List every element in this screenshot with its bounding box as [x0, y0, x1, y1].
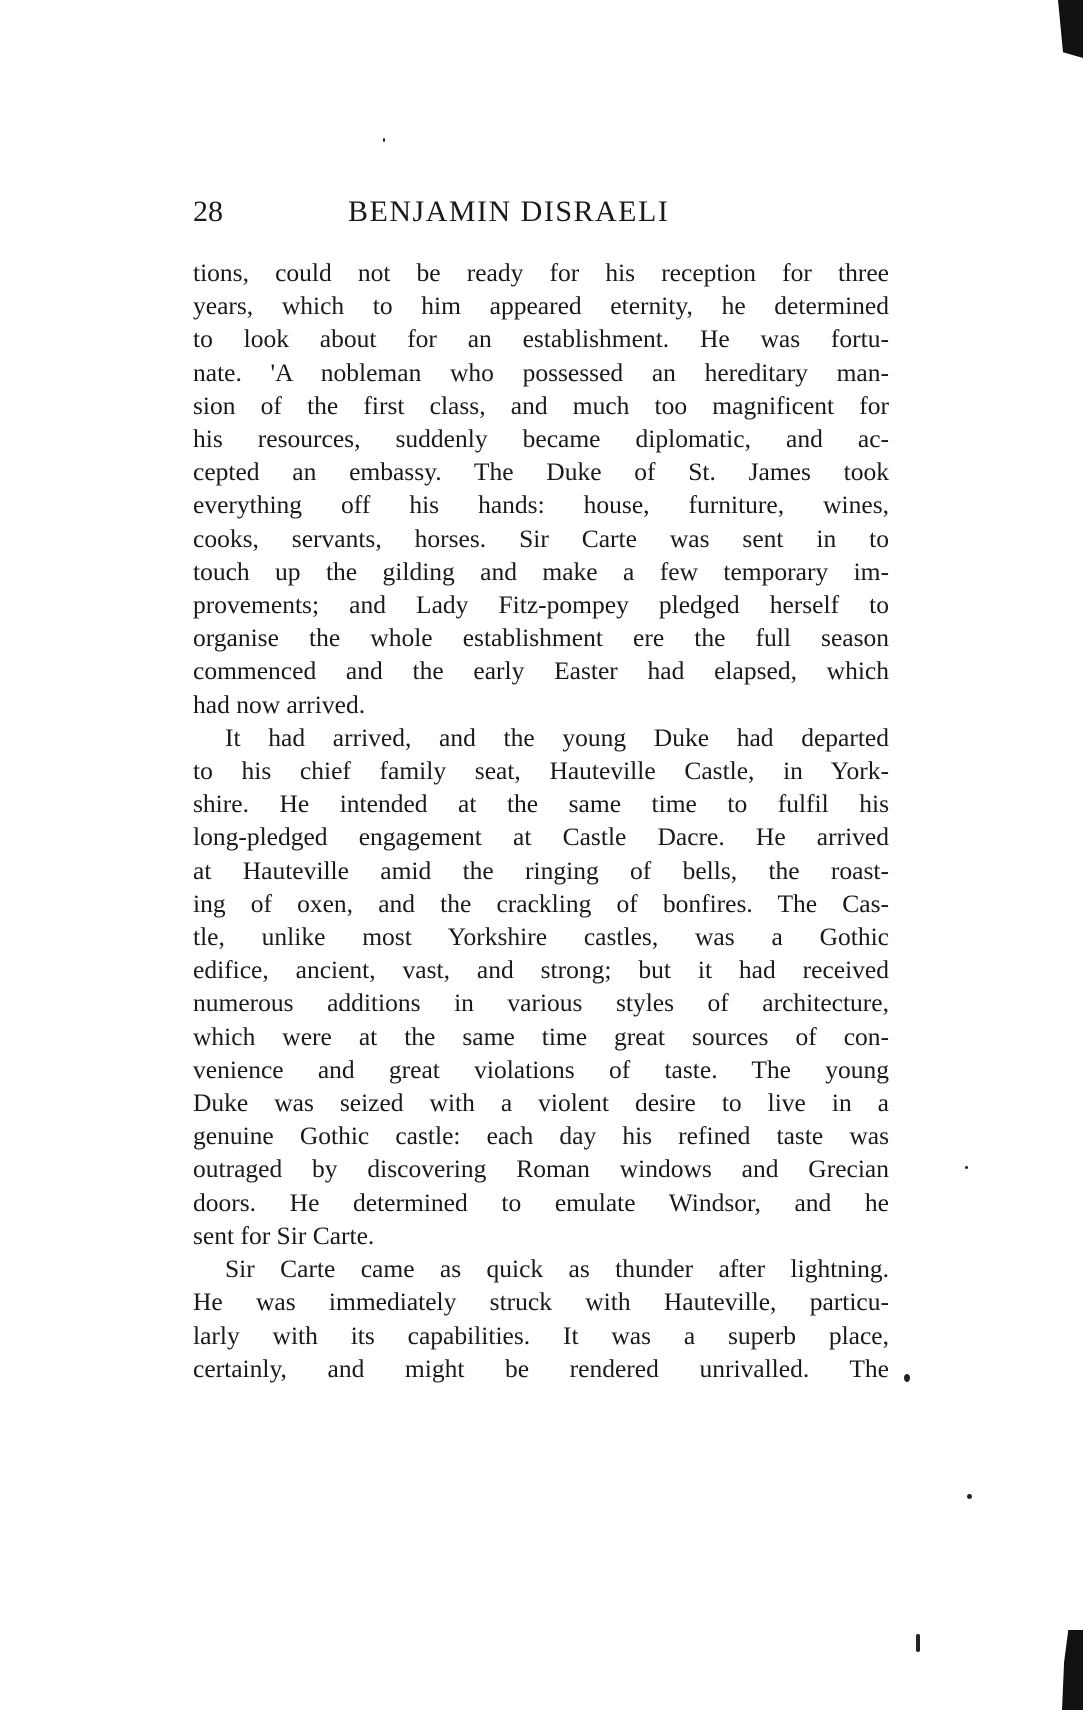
text-line: ing of oxen, and the crackling of bonfires. The Cas-	[193, 888, 889, 918]
text-line: to his chief family seat, Hauteville Castle, in York-	[193, 756, 889, 786]
text-line: edifice, ancient, vast, and strong; but it had received	[193, 955, 889, 985]
text-line: He was immediately struck with Hauteville, particu-	[193, 1287, 889, 1317]
scan-edge-mark-bottom	[1062, 1630, 1083, 1710]
scan-speck	[916, 1634, 920, 1652]
text-line: Duke was seized with a violent desire to live in a	[193, 1088, 889, 1118]
text-line: tle, unlike most Yorkshire castles, was a Gothic	[193, 922, 889, 952]
text-line: genuine Gothic castle: each day his refined taste was	[193, 1121, 889, 1151]
text-line: sion of the first class, and much too magnificent for	[193, 390, 889, 420]
body-text	[193, 256, 889, 1385]
text-line: which were at the same time great sources of con-	[193, 1021, 889, 1051]
scan-speck	[965, 1166, 968, 1169]
text-line: certainly, and might be rendered unrivalled. The	[193, 1353, 889, 1383]
scan-speck	[904, 1374, 910, 1382]
text-line: years, which to him appeared eternity, he determined	[193, 291, 889, 321]
scan-edge-mark-top	[1058, 0, 1083, 58]
scan-speck	[383, 138, 385, 142]
text-line: sent for Sir Carte.	[193, 1220, 375, 1250]
text-line: tions, could not be ready for his reception for three	[193, 258, 889, 287]
page-header	[193, 190, 893, 234]
text-line: organise the whole establishment ere the full season	[193, 623, 889, 653]
paragraph-3	[193, 1252, 889, 1385]
text-line: It had arrived, and the young Duke had departed	[225, 722, 889, 752]
text-line: at Hauteville amid the ringing of bells, the roast-	[193, 855, 889, 885]
text-line: provements; and Lady Fitz-pompey pledged herself to	[193, 590, 889, 620]
text-line: commenced and the early Easter had elapsed, which	[193, 656, 889, 686]
paragraph-2	[193, 721, 889, 1252]
text-line: touch up the gilding and make a few temporary im-	[193, 556, 889, 586]
text-line: larly with its capabilities. It was a superb place,	[193, 1320, 889, 1350]
text-line: outraged by discovering Roman windows and Grecian	[193, 1154, 889, 1184]
paragraph-1	[193, 256, 889, 721]
text-line: doors. He determined to emulate Windsor, and he	[193, 1187, 889, 1217]
page-number: 28	[193, 195, 223, 228]
text-line: nate. 'A nobleman who possessed an hereditary man-	[193, 357, 889, 387]
text-line: shire. He intended at the same time to fulfil his	[193, 789, 889, 819]
text-line: to look about for an establishment. He was fortu-	[193, 324, 889, 354]
text-line: had now arrived.	[193, 689, 366, 719]
text-line: cepted an embassy. The Duke of St. James took	[193, 457, 889, 487]
text-line: long-pledged engagement at Castle Dacre. He arrived	[193, 822, 889, 852]
text-line: Sir Carte came as quick as thunder after lightning.	[225, 1254, 889, 1284]
text-line: venience and great violations of taste. The young	[193, 1054, 889, 1084]
text-line: his resources, suddenly became diplomatic, and ac-	[193, 424, 889, 454]
scan-speck	[967, 1494, 972, 1499]
text-line: cooks, servants, horses. Sir Carte was sent in to	[193, 523, 889, 553]
text-line: numerous additions in various styles of architecture,	[193, 988, 889, 1018]
running-title: BENJAMIN DISRAELI	[348, 195, 670, 228]
text-line: everything off his hands: house, furniture, wines,	[193, 490, 889, 520]
